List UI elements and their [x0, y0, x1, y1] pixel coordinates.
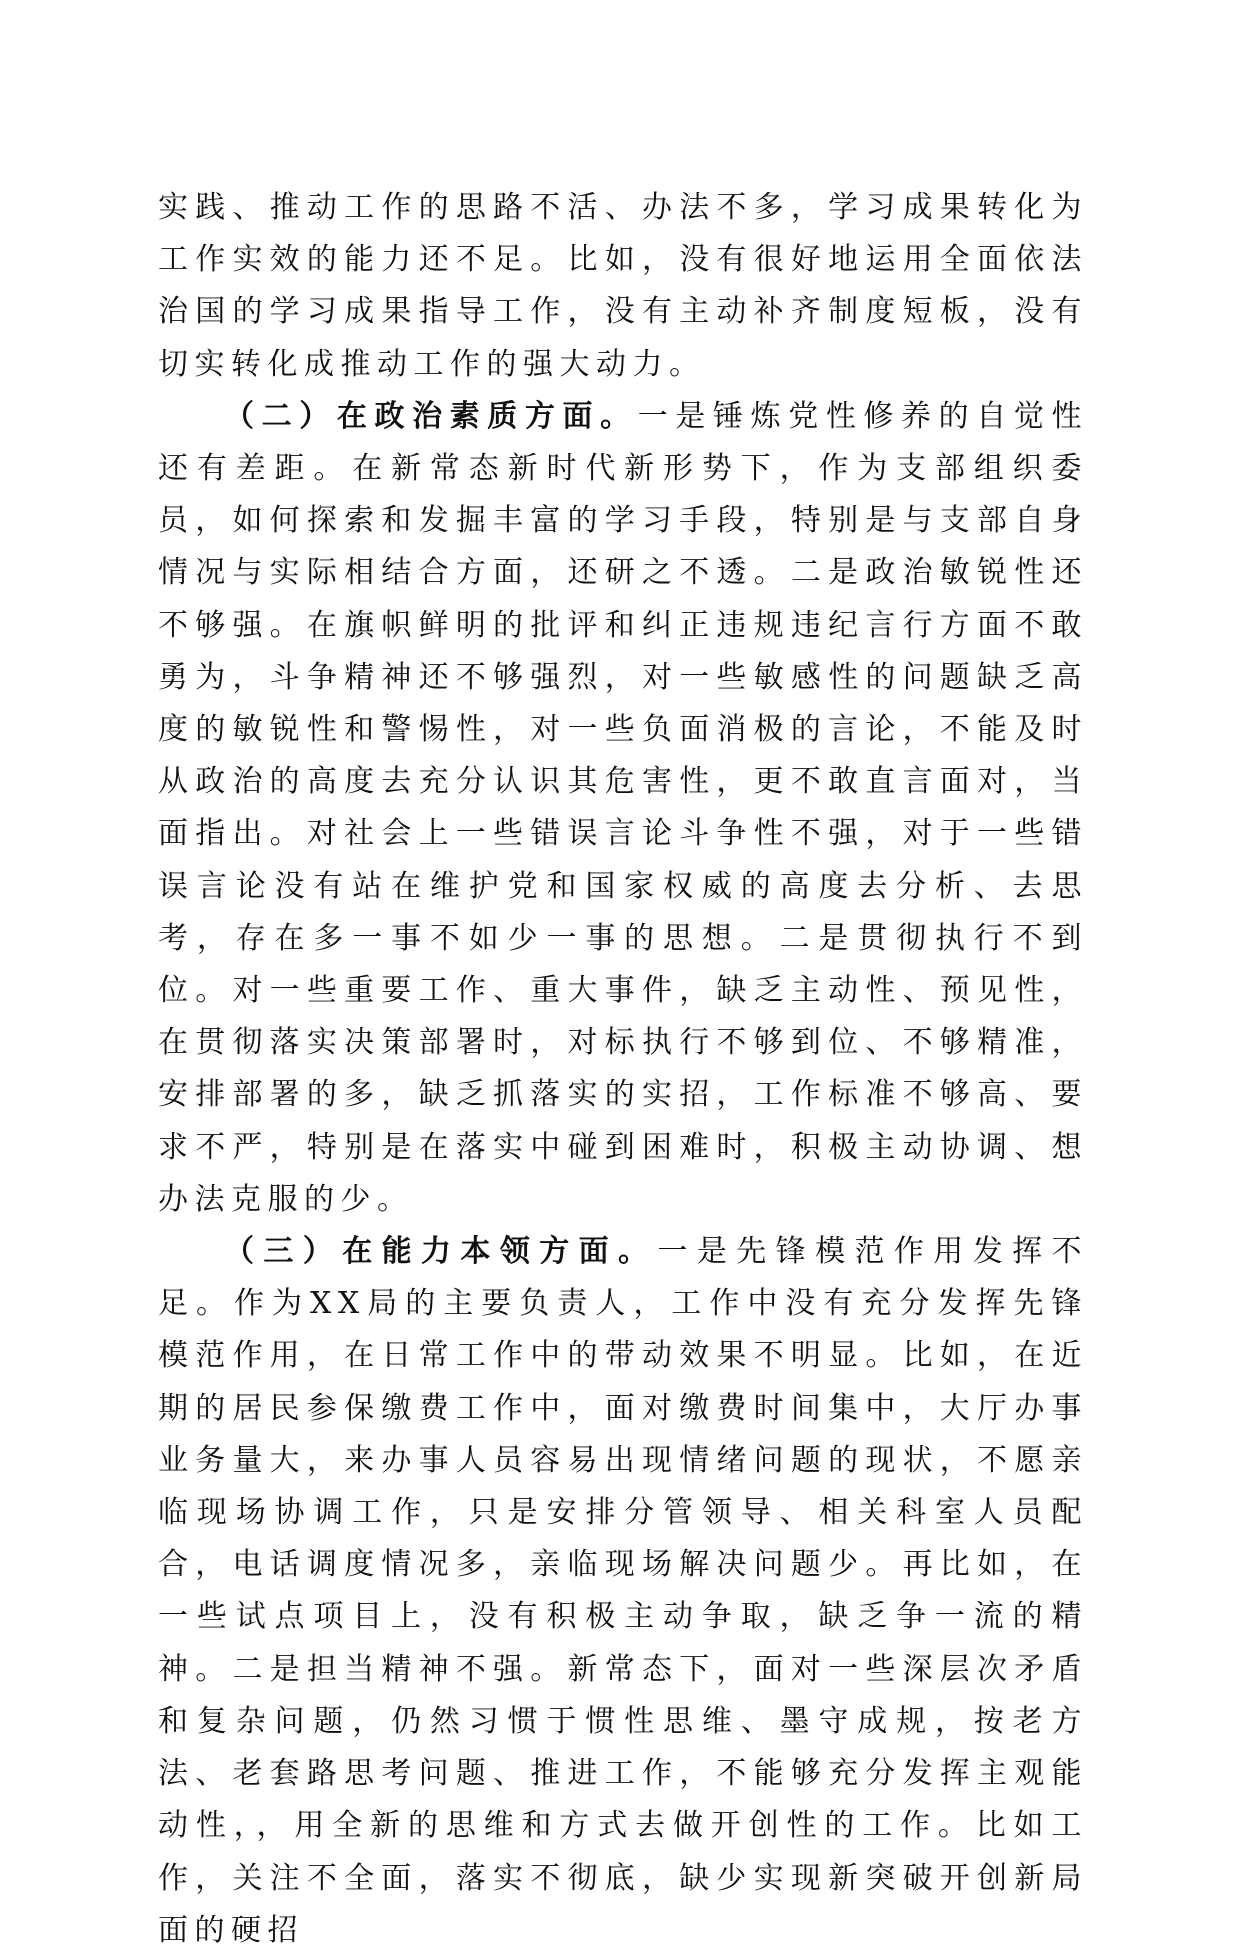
section-heading-political-quality: （二）在政治素质方面。 [224, 398, 638, 434]
paragraph-text: 实践、推动工作的思路不活、办法不多，学习成果转化为工作实效的能力还不足。比如，没有很好地运用全面依法治国的学习成果指导工作，没有主动补齐制度短板，没有切实转化成推动工作的强大动力。 [158, 190, 1088, 382]
paragraph-text: 一是先锋模范作用发挥不足。作为XX局的主要负责人，工作中没有充分发挥先锋模范作用，在日常工作中的带动效果不明显。比如，在近期的居民参保缴费工作中，面对缴费时间集中，大厅办事业务量大，来办事人员容易出现情绪问题的现状，不愿亲临现场协调工作，只是安排分管领导、相关科室人员配合，电话调度情况多，亲临现场解决问题少。再比如，在一些试点项目上，没有积极主动争取，缺乏争一流的精神。二是担当精神不强。新常态下，面对一些深层次矛盾和复杂问题，仍然习惯于惯性思维、墨守成规，按老方法、老套路思考问题、推进工作，不能够充分发挥主观能动性，，用全新的思维和方式去做开创性的工作。比如工作，关注不全面，落实不彻底，缺少实现新突破开创新局面的硬招 [158, 1234, 1089, 1948]
paragraph-continuation [158, 182, 1088, 391]
paragraph-text: 一是锤炼党性修养的自觉性还有差距。在新常态新时代新形势下，作为支部组织委员，如何探索和发掘丰富的学习手段，特别是与支部自身情况与实际相结合方面，还研之不透。二是政治敏锐性还不够强。在旗帜鲜明的批评和纠正违规违纪言行方面不敢勇为，斗争精神还不够强烈，对一些敏感性的问题缺乏高度的敏锐性和警惕性，对一些负面消极的言论，不能及时从政治的高度去充分认识其危害性，更不敢直言面对，当面指出。对社会上一些错误言论斗争性不强，对于一些错误言论没有站在维护党和国家权威的高度去分析、去思考，存在多一事不如少一事的思想。二是贯彻执行不到位。对一些重要工作、重大事件，缺乏主动性、预见性，在贯彻落实决策部署时，对标执行不够到位、不够精准，安排部署的多，缺乏抓落实的实招，工作标准不够高、要求不严，特别是在落实中碰到困难时，积极主动协调、想办法克服的少。 [158, 398, 1088, 1217]
section-heading-ability: （三）在能力本领方面。 [224, 1234, 658, 1270]
paragraph-ability [158, 1226, 1088, 1957]
document-body [158, 182, 1088, 1957]
paragraph-political-quality [158, 391, 1088, 1226]
